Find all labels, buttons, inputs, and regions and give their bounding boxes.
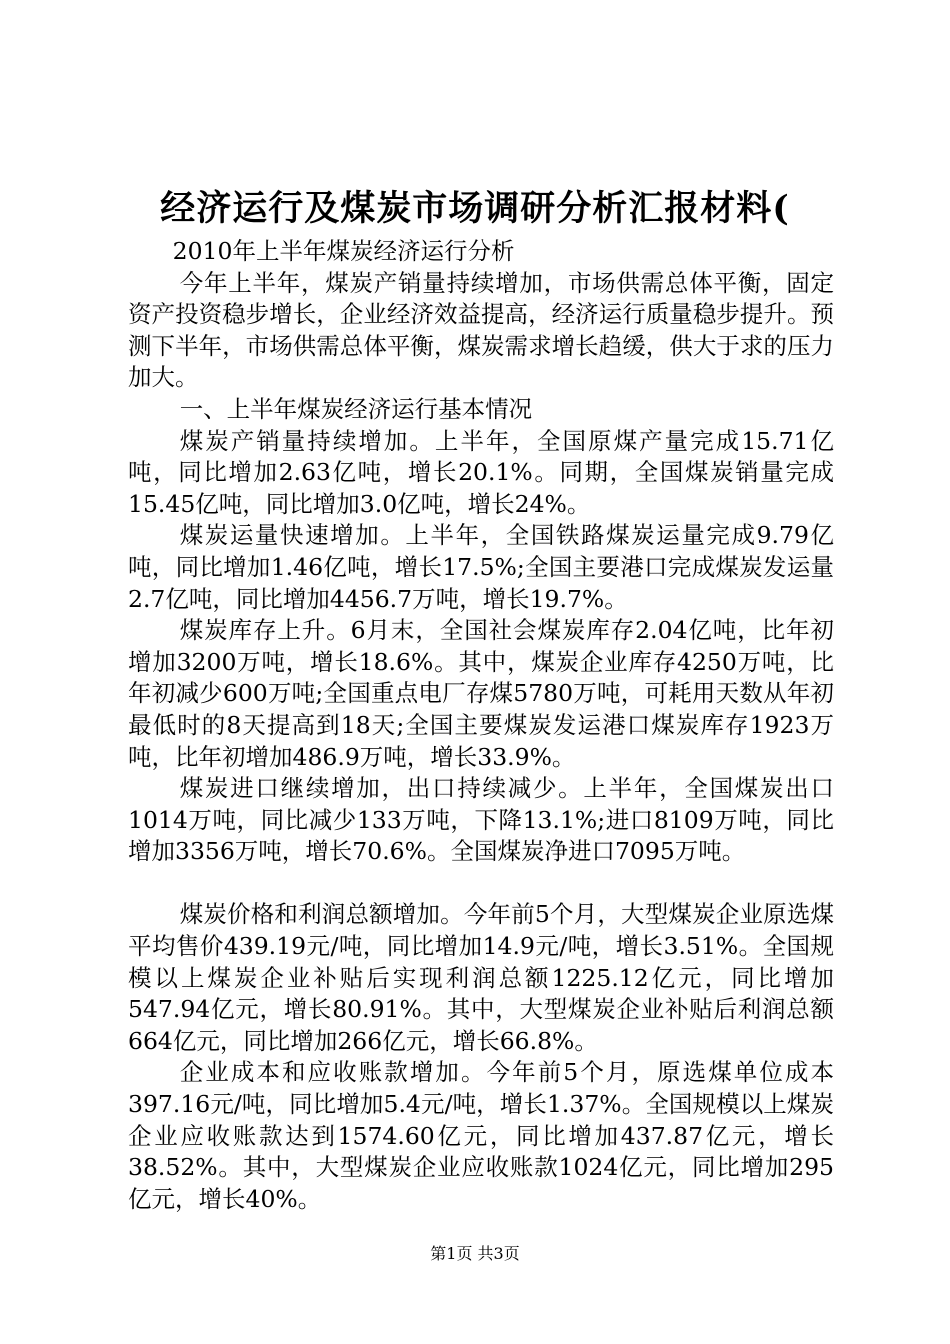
paragraph-production-sales: 煤炭产销量持续增加。上半年，全国原煤产量完成15.71亿吨，同比增加2.63亿吨，增长20.1%。同期，全国煤炭销量完成15.45亿吨，同比增加3.0亿吨，增长24%。 bbox=[128, 426, 834, 518]
intro-paragraph: 今年上半年，煤炭产销量持续增加，市场供需总体平衡，固定资产投资稳步增长，企业经济效益提高，经济运行质量稳步提升。预测下半年，市场供需总体平衡，煤炭需求增长趋缓，供大于求的压力加大。 bbox=[128, 268, 834, 392]
document-title: 经济运行及煤炭市场调研分析汇报材料( bbox=[160, 188, 790, 229]
paragraph-inventory: 煤炭库存上升。6月末，全国社会煤炭库存2.04亿吨，比年初增加3200万吨，增长18.6%。其中，煤炭企业库存4250万吨，比年初减少600万吨;全国重点电厂存煤5780万吨，可耗用天数从年初最低时的8天提高到18天;全国主要煤炭发运港口煤炭库存1923万吨，比年初增加486.9万吨，增长33.9%。 bbox=[128, 616, 834, 771]
paragraph-transport: 煤炭运量快速增加。上半年，全国铁路煤炭运量完成9.79亿吨，同比增加1.46亿吨，增长17.5%;全国主要港口完成煤炭发运量2.7亿吨，同比增加4456.7万吨，增长19.7%。 bbox=[128, 521, 834, 613]
section-heading: 一、上半年煤炭经济运行基本情况 bbox=[179, 394, 533, 423]
paragraph-cost-receivables: 企业成本和应收账款增加。今年前5个月，原选煤单位成本397.16元/吨，同比增加5.4元/吨，增长1.37%。全国规模以上煤炭企业应收账款达到1574.60亿元，同比增加437.87亿元，增长38.52%。其中，大型煤炭企业应收账款1024亿元，同比增加295亿元，增长40%。 bbox=[128, 1058, 834, 1213]
document-body bbox=[128, 236, 834, 1215]
document-subtitle: 2010年上半年煤炭经济运行分析 bbox=[172, 237, 515, 265]
paragraph-gap bbox=[128, 868, 834, 900]
paragraph-price-profit: 煤炭价格和利润总额增加。今年前5个月，大型煤炭企业原选煤平均售价439.19元/吨，同比增加14.9元/吨，增长3.51%。全国规模以上煤炭企业补贴后实现利润总额1225.12亿元，同比增加547.94亿元，增长80.91%。其中，大型煤炭企业补贴后利润总额664亿元，同比增加266亿元，增长66.8%。 bbox=[128, 900, 834, 1055]
page-footer: 第1页 共3页 bbox=[430, 1244, 520, 1263]
paragraph-import-export: 煤炭进口继续增加，出口持续减少。上半年，全国煤炭出口1014万吨，同比减少133万吨，下降13.1%;进口8109万吨，同比增加3356万吨，增长70.6%。全国煤炭净进口7095万吨。 bbox=[128, 774, 834, 866]
